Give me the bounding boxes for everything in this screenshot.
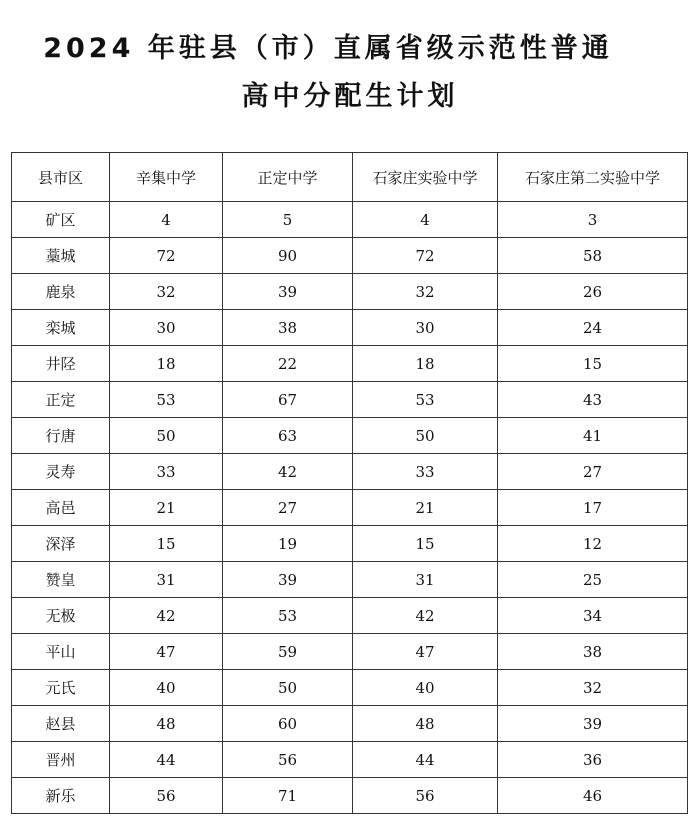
- county-name-cell: 深泽: [12, 526, 110, 562]
- quota-cell: 56: [110, 778, 223, 814]
- quota-cell: 32: [498, 670, 688, 706]
- quota-cell: 58: [498, 238, 688, 274]
- quota-cell: 26: [498, 274, 688, 310]
- table-row: [12, 634, 688, 670]
- quota-cell: 15: [498, 346, 688, 382]
- quota-cell: 12: [498, 526, 688, 562]
- county-name-cell: 藁城: [12, 238, 110, 274]
- quota-cell: 33: [353, 454, 498, 490]
- table-row: [12, 274, 688, 310]
- county-name-cell: 赞皇: [12, 562, 110, 598]
- county-name-cell: 矿区: [12, 202, 110, 238]
- table-row: [12, 706, 688, 742]
- page-title-line2: 高中分配生计划: [241, 81, 459, 112]
- quota-cell: 30: [110, 310, 223, 346]
- county-name-cell: 平山: [12, 634, 110, 670]
- quota-cell: 39: [498, 706, 688, 742]
- quota-cell: 21: [110, 490, 223, 526]
- quota-cell: 44: [353, 742, 498, 778]
- quota-cell: 38: [498, 634, 688, 670]
- quota-cell: 71: [223, 778, 353, 814]
- table-row: [12, 202, 688, 238]
- table-row: [12, 562, 688, 598]
- quota-cell: 30: [353, 310, 498, 346]
- quota-cell: 72: [353, 238, 498, 274]
- quota-cell: 33: [110, 454, 223, 490]
- quota-cell: 39: [223, 274, 353, 310]
- table-header-row: [12, 153, 688, 202]
- table-row: [12, 670, 688, 706]
- table-row: [12, 490, 688, 526]
- quota-cell: 19: [223, 526, 353, 562]
- quota-cell: 48: [353, 706, 498, 742]
- quota-cell: 39: [223, 562, 353, 598]
- header-xinji-school: 辛集中学: [110, 153, 223, 202]
- allocation-table: [11, 152, 688, 814]
- header-county: 县市区: [12, 153, 110, 202]
- header-zhengding-school: 正定中学: [223, 153, 353, 202]
- quota-cell: 47: [353, 634, 498, 670]
- table-row: [12, 778, 688, 814]
- quota-cell: 24: [498, 310, 688, 346]
- quota-cell: 46: [498, 778, 688, 814]
- quota-cell: 18: [353, 346, 498, 382]
- quota-cell: 31: [110, 562, 223, 598]
- quota-cell: 53: [353, 382, 498, 418]
- quota-cell: 72: [110, 238, 223, 274]
- table-row: [12, 382, 688, 418]
- table-row: [12, 238, 688, 274]
- quota-cell: 53: [110, 382, 223, 418]
- county-name-cell: 井陉: [12, 346, 110, 382]
- county-name-cell: 栾城: [12, 310, 110, 346]
- header-sjz-second-experimental-school: 石家庄第二实验中学: [498, 153, 688, 202]
- table-row: [12, 310, 688, 346]
- quota-cell: 5: [223, 202, 353, 238]
- quota-cell: 63: [223, 418, 353, 454]
- quota-cell: 53: [223, 598, 353, 634]
- county-name-cell: 无极: [12, 598, 110, 634]
- quota-cell: 22: [223, 346, 353, 382]
- quota-cell: 67: [223, 382, 353, 418]
- quota-cell: 42: [110, 598, 223, 634]
- quota-cell: 27: [223, 490, 353, 526]
- quota-cell: 59: [223, 634, 353, 670]
- quota-cell: 50: [223, 670, 353, 706]
- page-title-line1: 2024 年驻县（市）直属省级示范性普通: [43, 33, 613, 64]
- county-name-cell: 高邑: [12, 490, 110, 526]
- quota-cell: 32: [110, 274, 223, 310]
- county-name-cell: 元氏: [12, 670, 110, 706]
- quota-cell: 15: [110, 526, 223, 562]
- quota-cell: 56: [223, 742, 353, 778]
- quota-cell: 25: [498, 562, 688, 598]
- quota-cell: 90: [223, 238, 353, 274]
- header-sjz-experimental-school: 石家庄实验中学: [353, 153, 498, 202]
- county-name-cell: 灵寿: [12, 454, 110, 490]
- quota-cell: 50: [353, 418, 498, 454]
- table-row: [12, 346, 688, 382]
- quota-cell: 27: [498, 454, 688, 490]
- quota-cell: 43: [498, 382, 688, 418]
- quota-cell: 42: [223, 454, 353, 490]
- quota-cell: 44: [110, 742, 223, 778]
- county-name-cell: 赵县: [12, 706, 110, 742]
- county-name-cell: 行唐: [12, 418, 110, 454]
- quota-cell: 40: [110, 670, 223, 706]
- quota-cell: 41: [498, 418, 688, 454]
- quota-cell: 4: [353, 202, 498, 238]
- quota-cell: 15: [353, 526, 498, 562]
- quota-cell: 42: [353, 598, 498, 634]
- county-name-cell: 晋州: [12, 742, 110, 778]
- quota-cell: 18: [110, 346, 223, 382]
- quota-cell: 21: [353, 490, 498, 526]
- quota-cell: 56: [353, 778, 498, 814]
- quota-cell: 38: [223, 310, 353, 346]
- quota-cell: 40: [353, 670, 498, 706]
- quota-cell: 3: [498, 202, 688, 238]
- quota-cell: 4: [110, 202, 223, 238]
- quota-cell: 47: [110, 634, 223, 670]
- county-name-cell: 新乐: [12, 778, 110, 814]
- county-name-cell: 正定: [12, 382, 110, 418]
- quota-cell: 17: [498, 490, 688, 526]
- table-row: [12, 742, 688, 778]
- quota-cell: 36: [498, 742, 688, 778]
- quota-cell: 50: [110, 418, 223, 454]
- quota-cell: 60: [223, 706, 353, 742]
- quota-cell: 31: [353, 562, 498, 598]
- quota-cell: 32: [353, 274, 498, 310]
- table-row: [12, 418, 688, 454]
- table-row: [12, 598, 688, 634]
- table-body: [12, 202, 688, 814]
- table-row: [12, 454, 688, 490]
- quota-cell: 34: [498, 598, 688, 634]
- county-name-cell: 鹿泉: [12, 274, 110, 310]
- quota-cell: 48: [110, 706, 223, 742]
- table-row: [12, 526, 688, 562]
